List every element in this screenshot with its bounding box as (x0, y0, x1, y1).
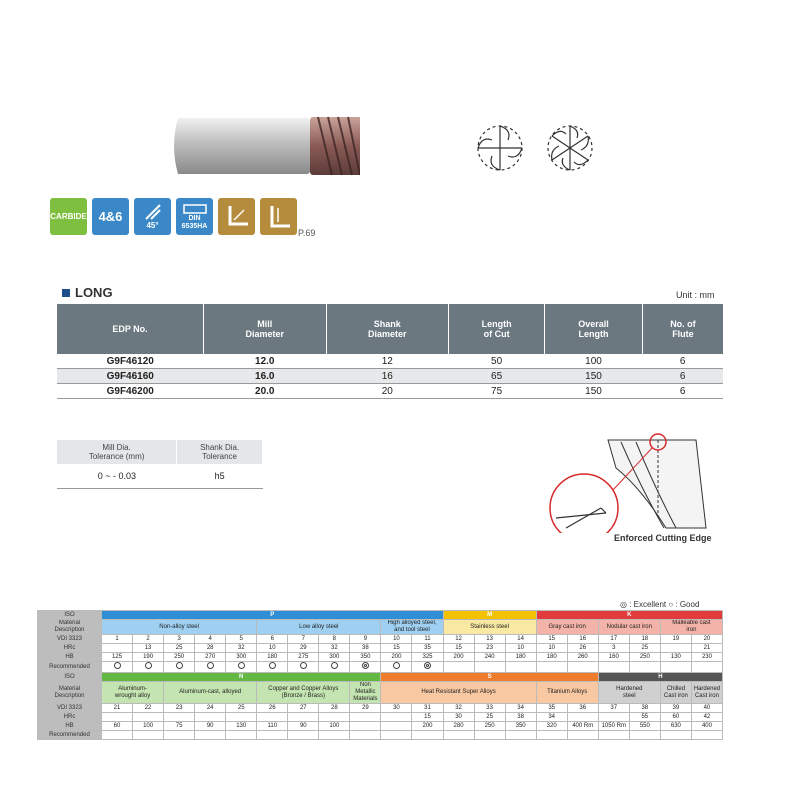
iso-group-m: M (443, 611, 536, 620)
recommended-cell (474, 731, 505, 740)
recommendation-legend: ◎ : Excellent ○ : Good (620, 600, 700, 609)
spec-table (57, 304, 723, 399)
vdi-cell: 14 (505, 635, 536, 644)
hrc-cell: 23 (474, 644, 505, 653)
table-row (57, 384, 723, 399)
vdi-cell: 33 (474, 704, 505, 713)
shank-tolerance-value: h5 (177, 464, 263, 489)
spec-header-row (57, 304, 723, 354)
hb-row (38, 722, 723, 731)
hrc-cell: 32 (226, 644, 257, 653)
hrc-cell: 42 (691, 713, 722, 722)
vdi-cell: 38 (629, 704, 660, 713)
vdi-cell: 10 (381, 635, 412, 644)
iso-group-s: S (381, 673, 598, 682)
hrc-cell: 55 (629, 713, 660, 722)
recommended-cell (288, 662, 319, 673)
hb-cell: 130 (660, 653, 691, 662)
vdi-cell: 34 (505, 704, 536, 713)
hb-cell: 260 (567, 653, 598, 662)
hrc-cell: 13 (133, 644, 164, 653)
recommended-cell (691, 662, 722, 673)
iso-group-n: N (102, 673, 381, 682)
oal-cell: 150 (545, 384, 643, 399)
recommended-cell (350, 662, 381, 673)
hrc-row (38, 644, 723, 653)
shank-dia-cell: 20 (326, 384, 449, 399)
vdi-cell: 31 (412, 704, 443, 713)
loc-cell: 75 (449, 384, 545, 399)
material-desc: Malleable cast iron (660, 620, 722, 635)
hrc-cell: 35 (412, 644, 443, 653)
carbide-badge: CARBIDE (50, 198, 87, 235)
mill-dia-cell: 20.0 (204, 384, 327, 399)
recommended-cell (257, 662, 288, 673)
row-label: VDI 3323 (38, 704, 102, 713)
vdi-cell: 27 (288, 704, 319, 713)
recommended-cell (195, 731, 226, 740)
hb-cell: 110 (257, 722, 288, 731)
recommended-cell (691, 731, 722, 740)
table-row (57, 354, 723, 369)
side-milling-icon (260, 198, 297, 235)
page-reference[interactable]: P.69 (298, 228, 316, 238)
vdi-cell: 17 (598, 635, 629, 644)
hrc-cell: 25 (629, 644, 660, 653)
hrc-cell (598, 713, 629, 722)
detail-label: Enforced Cutting Edge (614, 533, 712, 543)
material-desc: High alloyed steel, and tool steel (381, 620, 443, 635)
section-title: LONG (62, 285, 113, 300)
hrc-cell: 15 (412, 713, 443, 722)
edp-cell: G9F46120 (57, 354, 204, 369)
material-desc: Titanium Alloys (536, 682, 598, 704)
shank-dia-cell: 12 (326, 354, 449, 369)
vdi-cell: 1 (102, 635, 133, 644)
header-mill-tolerance: Mill Dia. Tolerance (mm) (57, 440, 177, 464)
hrc-cell (567, 713, 598, 722)
vdi-cell: 26 (257, 704, 288, 713)
vdi-cell: 15 (536, 635, 567, 644)
excellent-icon (362, 662, 369, 669)
hrc-cell: 28 (195, 644, 226, 653)
row-label: Recommended (38, 662, 102, 673)
helix-icon (143, 203, 163, 221)
recommended-cell (288, 731, 319, 740)
row-label: Material Description (38, 620, 102, 635)
hb-cell: 250 (629, 653, 660, 662)
hrc-cell (381, 713, 412, 722)
recommended-cell (660, 662, 691, 673)
vdi-cell: 6 (257, 635, 288, 644)
row-label: Material Description (38, 682, 102, 704)
vdi-cell: 29 (350, 704, 381, 713)
vdi-cell: 7 (288, 635, 319, 644)
recommended-cell (443, 731, 474, 740)
material-desc: Aluminum- wrought alloy (102, 682, 164, 704)
hrc-cell (288, 713, 319, 722)
hb-cell: 190 (133, 653, 164, 662)
hrc-cell (102, 644, 133, 653)
vdi-cell: 8 (319, 635, 350, 644)
iso-group-h: H (598, 673, 722, 682)
hrc-cell: 25 (474, 713, 505, 722)
recommended-cell (412, 731, 443, 740)
iso-group-p: P (102, 611, 444, 620)
hrc-row (38, 713, 723, 722)
material-table (37, 610, 723, 740)
shank-icon (182, 203, 208, 215)
hb-cell: 550 (629, 722, 660, 731)
section-marker-icon (62, 289, 70, 297)
good-icon (176, 662, 183, 669)
good-icon (269, 662, 276, 669)
vdi-cell: 5 (226, 635, 257, 644)
hb-cell: 320 (536, 722, 567, 731)
recommended-cell (319, 731, 350, 740)
vdi-cell: 40 (691, 704, 722, 713)
recommended-cell (164, 662, 195, 673)
hb-cell: 90 (288, 722, 319, 731)
material-desc: Hardened Cast iron (691, 682, 722, 704)
good-icon (238, 662, 245, 669)
hb-cell: 200 (412, 722, 443, 731)
material-desc: Chilled Cast iron (660, 682, 691, 704)
recommended-cell (195, 662, 226, 673)
material-desc: Heat Resistant Super Alloys (381, 682, 536, 704)
hrc-cell: 10 (505, 644, 536, 653)
material-desc: Low alloy steel (257, 620, 381, 635)
hb-cell: 1050 Rm (598, 722, 629, 731)
oal-cell: 100 (545, 354, 643, 369)
vdi-cell: 36 (567, 704, 598, 713)
recommended-cell (381, 731, 412, 740)
row-label: ISO (38, 611, 102, 620)
hrc-cell (133, 713, 164, 722)
header-overall-length: Overall Length (545, 304, 643, 354)
oal-cell: 150 (545, 369, 643, 384)
recommended-cell (505, 662, 536, 673)
hrc-cell (350, 713, 381, 722)
hb-cell: 180 (257, 653, 288, 662)
recommended-cell (133, 662, 164, 673)
row-label: ISO (38, 673, 102, 682)
hb-cell: 180 (505, 653, 536, 662)
hb-cell: 60 (102, 722, 133, 731)
good-icon (207, 662, 214, 669)
hb-cell: 160 (598, 653, 629, 662)
hrc-cell: 38 (505, 713, 536, 722)
recommended-cell (381, 662, 412, 673)
hb-cell: 125 (102, 653, 133, 662)
vdi-cell: 2 (133, 635, 164, 644)
loc-cell: 65 (449, 369, 545, 384)
recommended-cell (474, 662, 505, 673)
hrc-cell (660, 644, 691, 653)
flute-cell: 6 (642, 369, 723, 384)
hb-cell: 100 (133, 722, 164, 731)
recommended-cell (443, 662, 474, 673)
recommended-cell (629, 662, 660, 673)
hb-cell: 325 (412, 653, 443, 662)
din-shank-badge: DIN 6535HA (176, 198, 213, 235)
recommended-cell (257, 731, 288, 740)
vdi-cell: 30 (381, 704, 412, 713)
material-desc: Hardened steel (598, 682, 660, 704)
iso-row (38, 611, 723, 620)
flute-cell: 6 (642, 354, 723, 369)
iso-row (38, 673, 723, 682)
shank-dia-cell: 16 (326, 369, 449, 384)
vdi-cell: 32 (443, 704, 474, 713)
unit-label: Unit : mm (676, 290, 715, 300)
tolerance-table (57, 440, 263, 489)
hb-cell: 630 (660, 722, 691, 731)
hb-cell: 400 (691, 722, 722, 731)
vdi-cell: 39 (660, 704, 691, 713)
hb-cell: 250 (474, 722, 505, 731)
hrc-cell (319, 713, 350, 722)
good-icon (114, 662, 121, 669)
ramping-icon (218, 198, 255, 235)
recommended-cell (102, 662, 133, 673)
hrc-cell (102, 713, 133, 722)
recommended-cell (660, 731, 691, 740)
hb-cell: 100 (319, 722, 350, 731)
recommended-cell (598, 731, 629, 740)
vdi-cell: 13 (474, 635, 505, 644)
hrc-cell (257, 713, 288, 722)
description-row (38, 620, 723, 635)
vdi-row (38, 635, 723, 644)
hrc-cell: 3 (598, 644, 629, 653)
hrc-cell: 10 (536, 644, 567, 653)
vdi-cell: 4 (195, 635, 226, 644)
material-desc: Gray cast iron (536, 620, 598, 635)
hb-cell: 300 (226, 653, 257, 662)
material-desc: Nodular cast iron (598, 620, 660, 635)
recommended-cell (567, 662, 598, 673)
mill-dia-cell: 12.0 (204, 354, 327, 369)
hrc-cell: 29 (288, 644, 319, 653)
hb-cell: 90 (195, 722, 226, 731)
recommended-cell (412, 662, 443, 673)
material-desc: Stainless steel (443, 620, 536, 635)
material-desc: Copper and Copper Alloys (Bronze / Brass) (257, 682, 350, 704)
material-desc: Aluminum-cast, alloyed (164, 682, 257, 704)
helix-angle-badge: 45° (134, 198, 171, 235)
vdi-cell: 35 (536, 704, 567, 713)
vdi-cell: 12 (443, 635, 474, 644)
header-flute-count: No. of Flute (642, 304, 723, 354)
vdi-cell: 21 (102, 704, 133, 713)
hb-cell: 275 (288, 653, 319, 662)
hrc-cell: 60 (660, 713, 691, 722)
hrc-cell (195, 713, 226, 722)
flute-count-badge: 4&6 (92, 198, 129, 235)
row-label: VDI 3323 (38, 635, 102, 644)
header-mill-diameter: Mill Diameter (204, 304, 327, 354)
vdi-cell: 18 (629, 635, 660, 644)
end-mill-image (170, 110, 360, 190)
hb-cell: 180 (536, 653, 567, 662)
hb-cell: 350 (350, 653, 381, 662)
material-desc: Non-alloy steel (102, 620, 257, 635)
table-row (57, 369, 723, 384)
vdi-cell: 37 (598, 704, 629, 713)
tolerance-row (57, 464, 263, 489)
vdi-cell: 11 (412, 635, 443, 644)
row-label: HRc (38, 713, 102, 722)
hrc-cell: 15 (443, 644, 474, 653)
good-icon (331, 662, 338, 669)
recommended-cell (164, 731, 195, 740)
header-shank-diameter: Shank Diameter (326, 304, 449, 354)
hb-cell: 240 (474, 653, 505, 662)
recommended-cell (133, 731, 164, 740)
mill-tolerance-value: 0 ~ - 0.03 (57, 464, 177, 489)
recommended-cell (598, 662, 629, 673)
mill-dia-cell: 16.0 (204, 369, 327, 384)
loc-cell: 50 (449, 354, 545, 369)
vdi-cell: 3 (164, 635, 195, 644)
hb-row (38, 653, 723, 662)
recommended-cell (319, 662, 350, 673)
row-label: HRc (38, 644, 102, 653)
row-label: HB (38, 722, 102, 731)
edp-cell: G9F46200 (57, 384, 204, 399)
hb-cell: 400 Rm (567, 722, 598, 731)
vdi-cell: 19 (660, 635, 691, 644)
hb-cell (350, 722, 381, 731)
vdi-cell: 24 (195, 704, 226, 713)
cross-section-profiles (470, 120, 610, 185)
row-label: HB (38, 653, 102, 662)
good-icon (300, 662, 307, 669)
flute-cell: 6 (642, 384, 723, 399)
hb-cell: 200 (381, 653, 412, 662)
edp-cell: G9F46160 (57, 369, 204, 384)
hrc-cell: 38 (350, 644, 381, 653)
recommended-row (38, 662, 723, 673)
hrc-cell: 34 (536, 713, 567, 722)
hrc-cell: 26 (567, 644, 598, 653)
recommended-cell (536, 662, 567, 673)
hrc-cell: 32 (319, 644, 350, 653)
header-length-of-cut: Length of Cut (449, 304, 545, 354)
tolerance-header-row (57, 440, 263, 464)
iso-group-k: K (536, 611, 722, 620)
vdi-cell: 9 (350, 635, 381, 644)
hrc-cell: 21 (691, 644, 722, 653)
vdi-cell: 20 (691, 635, 722, 644)
feature-badges (50, 198, 297, 235)
excellent-icon (424, 662, 431, 669)
hb-cell: 75 (164, 722, 195, 731)
row-label: Recommended (38, 731, 102, 740)
vdi-cell: 16 (567, 635, 598, 644)
hb-cell: 230 (691, 653, 722, 662)
vdi-cell: 22 (133, 704, 164, 713)
recommended-cell (536, 731, 567, 740)
cutting-edge-detail-drawing (546, 428, 716, 533)
good-icon (145, 662, 152, 669)
hb-cell: 270 (195, 653, 226, 662)
recommended-row (38, 731, 723, 740)
vdi-cell: 23 (164, 704, 195, 713)
hrc-cell (164, 713, 195, 722)
hb-cell: 250 (164, 653, 195, 662)
hb-cell: 280 (443, 722, 474, 731)
header-shank-tolerance: Shank Dia. Tolerance (177, 440, 263, 464)
hrc-cell: 10 (257, 644, 288, 653)
recommended-cell (505, 731, 536, 740)
description-row (38, 682, 723, 704)
recommended-cell (629, 731, 660, 740)
hrc-cell: 25 (164, 644, 195, 653)
recommended-cell (226, 662, 257, 673)
header-edp: EDP No. (57, 304, 204, 354)
recommended-cell (350, 731, 381, 740)
hb-cell: 130 (226, 722, 257, 731)
hrc-cell: 30 (443, 713, 474, 722)
recommended-cell (226, 731, 257, 740)
hb-cell: 300 (319, 653, 350, 662)
good-icon (393, 662, 400, 669)
vdi-cell: 28 (319, 704, 350, 713)
hb-cell: 350 (505, 722, 536, 731)
hb-cell (381, 722, 412, 731)
vdi-cell: 25 (226, 704, 257, 713)
recommended-cell (567, 731, 598, 740)
hrc-cell (226, 713, 257, 722)
vdi-row (38, 704, 723, 713)
hb-cell: 200 (443, 653, 474, 662)
material-desc: Non Metallic Materials (350, 682, 381, 704)
hrc-cell: 15 (381, 644, 412, 653)
recommended-cell (102, 731, 133, 740)
